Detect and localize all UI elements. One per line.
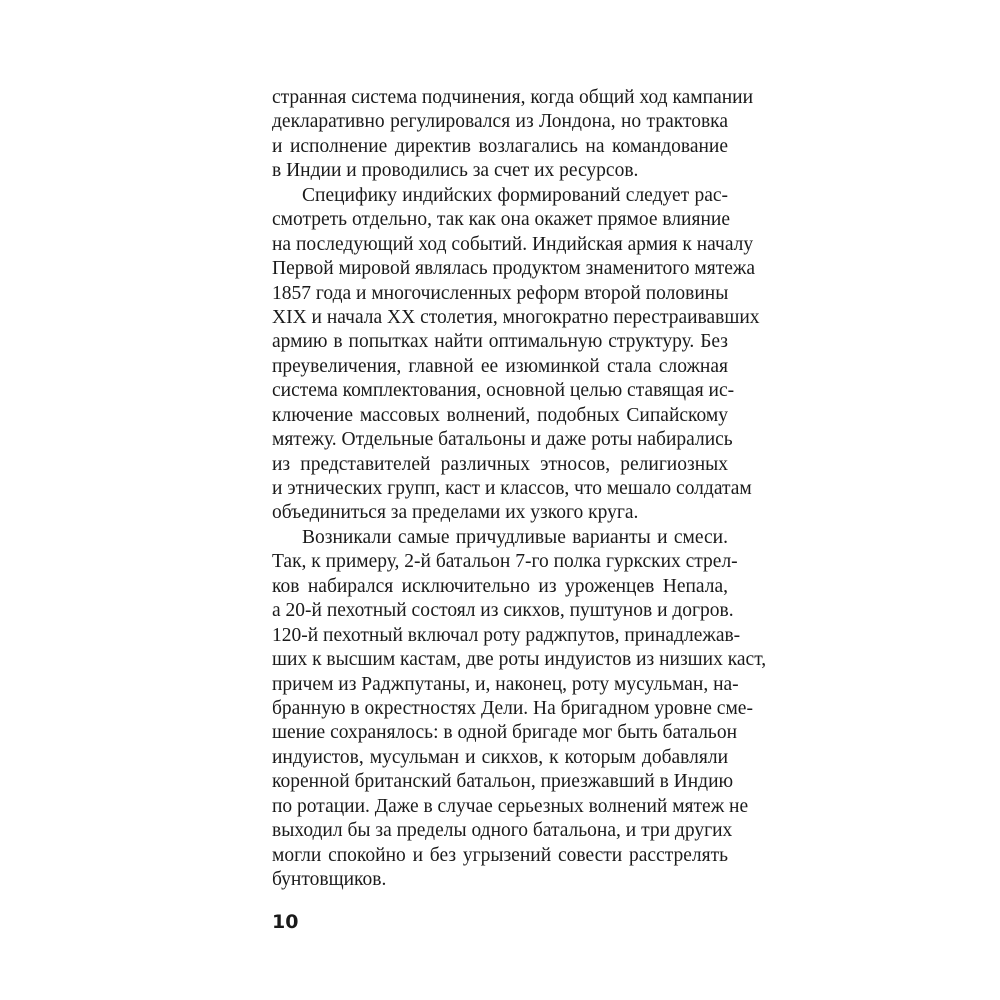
text-line: система комплектования, основной целью ставящая ис- [272, 380, 735, 402]
text-line: по ротации. Даже в случае серьезных волнений мятеж не [272, 795, 749, 817]
text-line: на последующий ход событий. Индийская армия к началу [272, 233, 754, 255]
text-line: 120-й пехотный включал роту раджпутов, принадлежав- [272, 624, 741, 646]
text-line: ков набирался исключительно из уроженцев Непала, [272, 575, 728, 597]
text-line: бранную в окрестностях Дели. На бригадном уровне сме- [272, 697, 753, 719]
text-line: Первой мировой являлась продуктом знаменитого мятежа [272, 258, 756, 280]
text-line: 1857 года и многочисленных реформ второй половины [272, 282, 729, 304]
text-line: мятежу. Отдельные батальоны и даже роты набирались [272, 429, 733, 451]
paragraph-first-line: Возникали самые причудливые варианты и смеси. [302, 526, 728, 548]
text-line: ключение массовых волнений, подобных Сипайскому [272, 404, 728, 426]
text-line: смотреть отдельно, так как она окажет прямое влияние [272, 209, 730, 231]
text-line: странная система подчинения, когда общий ход кампании [272, 87, 754, 108]
text-line: могли спокойно и без угрызений совести расстрелять [272, 844, 728, 866]
text-line: причем из Раджпутаны, и, наконец, роту мусульман, на- [272, 673, 739, 695]
text-line: ших к высшим кастам, две роты индуистов из низших каст, [272, 649, 767, 671]
text-line: коренной британский батальон, приезжавший в Индию [272, 771, 734, 793]
text-line: декларативно регулировался из Лондона, но трактовка [272, 111, 728, 133]
text-line: XIX и начала XX столетия, многократно перестраивавших [272, 306, 760, 328]
text-line: и исполнение директив возлагались на командование [272, 135, 728, 157]
text-line: шение сохранялось: в одной бригаде мог быть батальон [272, 722, 738, 744]
text-line: армию в попытках найти оптимальную структуру. Без [272, 331, 728, 353]
text-line: в Индии и проводились за счет их ресурсов. [272, 160, 639, 182]
text-line: объединиться за пределами их узкого круга. [272, 502, 639, 524]
text-line: из представителей различных этносов, религиозных [272, 453, 728, 475]
paragraph-first-line: Специфику индийских формирований следует рас- [302, 184, 728, 206]
text-line: преувеличения, главной ее изюминкой стала сложная [272, 355, 728, 377]
text-line: индуистов, мусульман и сикхов, к которым добавляли [272, 746, 728, 768]
book-page-text-block [272, 86, 767, 892]
text-line: а 20-й пехотный состоял из сикхов, пуштунов и догров. [272, 600, 734, 622]
text-line: бунтовщиков. [272, 869, 387, 890]
text-line: и этнических групп, каст и классов, что мешало солдатам [272, 478, 752, 499]
page-number: 10 [272, 911, 299, 933]
text-line: выходил бы за пределы одного батальона, и три других [272, 820, 733, 842]
text-line: Так, к примеру, 2-й батальон 7-го полка гуркских стрел- [272, 551, 738, 573]
